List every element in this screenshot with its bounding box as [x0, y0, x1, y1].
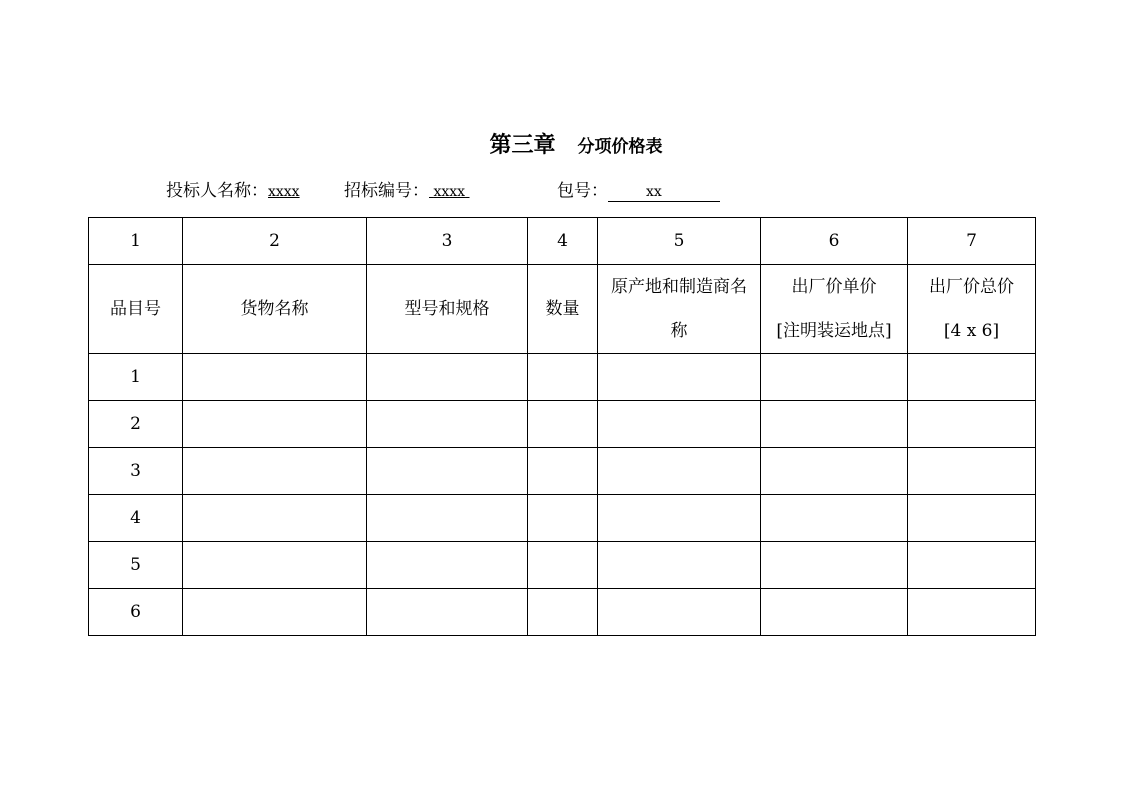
table-row — [89, 495, 1036, 542]
header-model-spec: 型号和规格 — [367, 265, 528, 354]
section-title: 分项价格表 — [577, 137, 663, 157]
table-cell — [183, 589, 367, 636]
table-cell — [367, 448, 528, 495]
row-number: 6 — [89, 589, 183, 636]
table-cell — [528, 542, 598, 589]
table-cell — [598, 354, 761, 401]
column-number: 7 — [908, 218, 1036, 265]
table-cell — [908, 589, 1036, 636]
table-cell — [183, 495, 367, 542]
table-row — [89, 401, 1036, 448]
header-item-number: 品目号 — [89, 265, 183, 354]
table-cell — [367, 354, 528, 401]
table-cell — [598, 495, 761, 542]
table-cell — [761, 354, 908, 401]
row-number: 2 — [89, 401, 183, 448]
tender-number-value: xxxx — [433, 184, 466, 200]
row-number: 1 — [89, 354, 183, 401]
column-number: 3 — [367, 218, 528, 265]
table-cell — [183, 448, 367, 495]
bidder-name-value: xxxx — [268, 184, 300, 200]
table-cell — [528, 354, 598, 401]
table-cell — [908, 495, 1036, 542]
table-cell — [528, 495, 598, 542]
table-cell — [908, 542, 1036, 589]
table-row — [89, 542, 1036, 589]
table-cell — [761, 401, 908, 448]
header-unit-price: 出厂价单价 [注明装运地点] — [761, 265, 908, 354]
header-quantity: 数量 — [528, 265, 598, 354]
bidder-name-label: 投标人名称： — [166, 181, 268, 201]
page-title — [0, 128, 1122, 159]
table-cell — [908, 401, 1036, 448]
table-cell — [598, 448, 761, 495]
table-cell — [183, 354, 367, 401]
table-cell — [598, 589, 761, 636]
column-number: 2 — [183, 218, 367, 265]
table-row — [89, 589, 1036, 636]
column-number: 4 — [528, 218, 598, 265]
table-cell — [598, 542, 761, 589]
header-goods-name: 货物名称 — [183, 265, 367, 354]
column-number-row — [89, 218, 1036, 265]
table-cell — [528, 589, 598, 636]
price-table — [88, 217, 1036, 636]
chapter-title: 第三章 — [489, 133, 556, 158]
table-cell — [183, 401, 367, 448]
table-cell — [908, 354, 1036, 401]
table-cell — [367, 542, 528, 589]
table-cell — [367, 495, 528, 542]
table-cell — [528, 401, 598, 448]
header-total-price: 出厂价总价 [4 x 6] — [908, 265, 1036, 354]
table-cell — [528, 448, 598, 495]
table-cell — [761, 542, 908, 589]
table-cell — [761, 495, 908, 542]
table-row — [89, 448, 1036, 495]
table-row — [89, 354, 1036, 401]
package-number-field — [557, 176, 720, 202]
table-cell — [183, 542, 367, 589]
row-number: 5 — [89, 542, 183, 589]
table-cell — [598, 401, 761, 448]
table-cell — [761, 448, 908, 495]
table-cell — [367, 401, 528, 448]
package-number-value: xx — [608, 183, 720, 202]
table-cell — [367, 589, 528, 636]
table-cell — [761, 589, 908, 636]
tender-number-field — [344, 176, 470, 201]
header-origin-manufacturer: 原产地和制造商名 称 — [598, 265, 761, 354]
bidder-name-field — [166, 176, 300, 201]
row-number: 4 — [89, 495, 183, 542]
column-number: 1 — [89, 218, 183, 265]
header-row — [89, 265, 1036, 354]
table-cell — [908, 448, 1036, 495]
package-number-label: 包号： — [557, 181, 608, 201]
column-number: 5 — [598, 218, 761, 265]
row-number: 3 — [89, 448, 183, 495]
column-number: 6 — [761, 218, 908, 265]
tender-number-label: 招标编号： — [344, 181, 429, 201]
